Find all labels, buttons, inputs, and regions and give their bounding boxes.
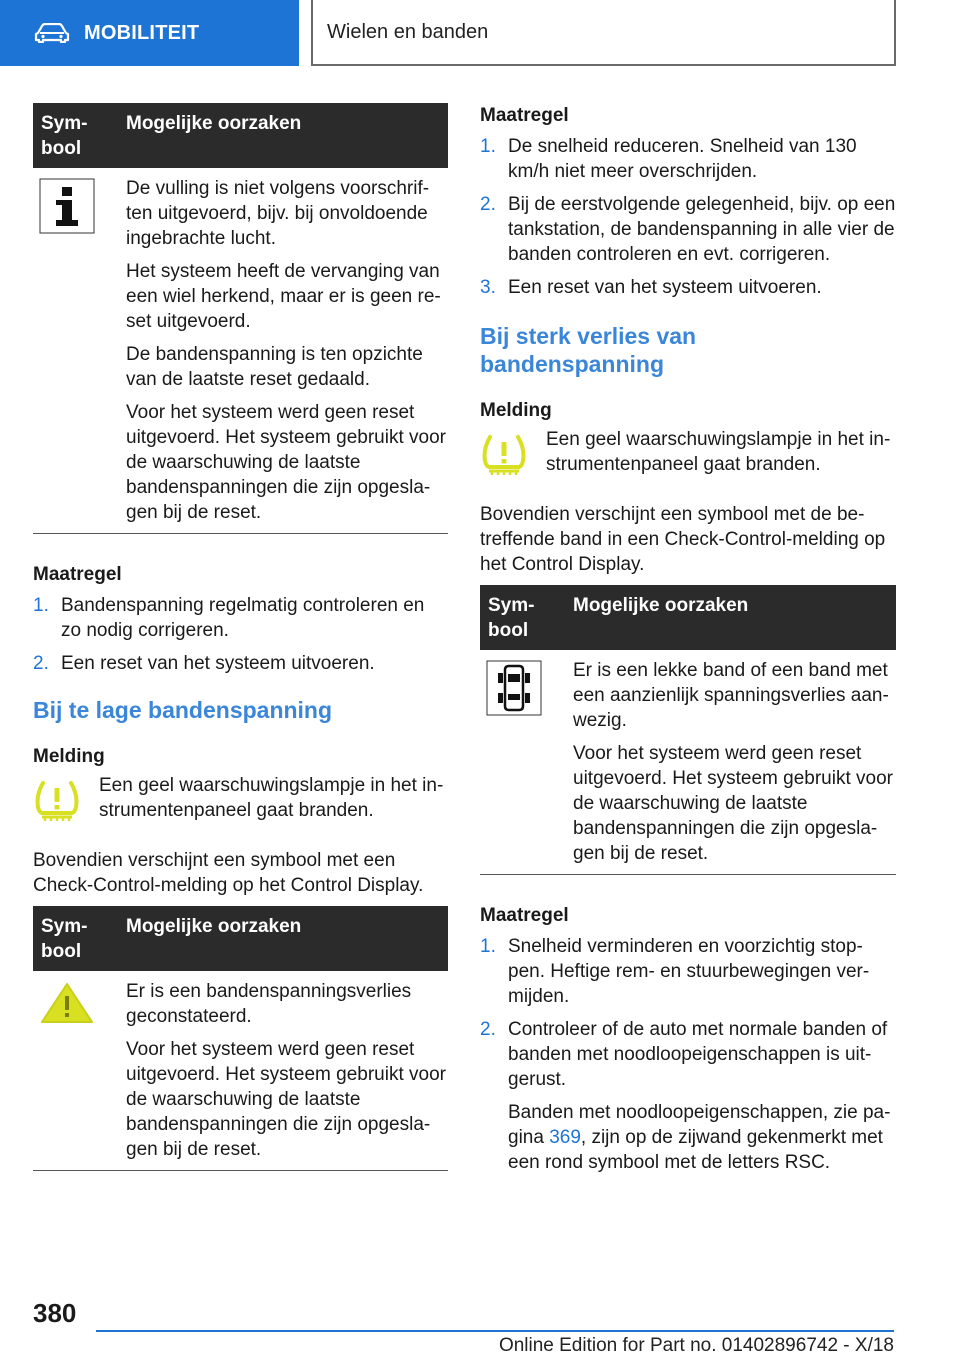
tire-pressure-warning-icon [480,433,528,477]
list-item: 1. Snelheid verminderen en voorzichtig stop‐pen. Heftige rem- en stuurbewegingen ver‐mijden. [480,936,870,1007]
chapter-title: Wielen en banden [327,20,489,43]
cause-text: Voor het systeem werd geen reset uitgevoerd. Het systeem gebruikt voor de waarschuwing de laatste bandenspanningen die zijn opgesla‐gen bij de reset. [126,402,446,523]
sub-note: Banden met noodloopeigenschappen, zie pa‐gina 369, zijn op de zijwand gekenmerkt met een rond symbool met de letters RSC. [508,1102,891,1173]
list-item: 3. Een reset van het systeem uitvoeren. [480,277,822,298]
list-item: 2. Bij de eerstvolgende gelegenheid, bijv. op een tankstation, de bandenspanning in alle vier de banden controleren en evt. corrigeren. [480,194,896,265]
section-heading: Bij te lage bandenspanning [33,697,333,723]
table-row [33,971,448,1171]
tire-pressure-warning-icon [33,779,81,823]
list-item: 1. Bandenspanning regelmatig controleren en zo nodig corrigeren. [33,595,425,641]
page-number: 380 [33,1298,77,1328]
table-row [480,650,896,875]
cause-text: Voor het systeem werd geen reset uitgevoerd. Het systeem gebruikt voor de waarschuwing de laatste bandenspanningen die zijn opgesla‐gen bij de reset. [126,1039,446,1160]
table-header-symbol: Sym‐ bool [41,113,88,159]
list-item: 2. Een reset van het systeem uitvoeren. [33,653,375,674]
maatregel-heading: Maatregel [33,564,122,585]
melding-heading: Melding [480,400,552,421]
paragraph: Bovendien verschijnt een symbool met de be‐treffende band in een Check-Control-melding op het Control Display. [480,504,886,575]
paragraph: Bovendien verschijnt een symbool met een Check-Control-melding op het Control Display. [33,850,424,896]
cause-text: Voor het systeem werd geen reset uitgevoerd. Het systeem gebruikt voor de waarschuwing de laatste bandenspanningen die zijn opgesla‐gen bij de reset. [573,743,893,864]
car-icon [34,23,70,43]
table-row [33,168,448,534]
table-header-symbol: Sym‐ bool [488,595,535,641]
maatregel-heading: Maatregel [480,105,569,126]
table-header [33,103,448,168]
table-header-symbol: Sym‐ bool [41,916,88,962]
page-link[interactable]: 369 [549,1127,581,1148]
melding-heading: Melding [33,746,105,767]
cause-text: Er is een lekke band of een band met een aanzienlijk spanningsverlies aan‐wezig. [573,660,889,731]
table-header [480,585,896,650]
table-header-causes: Mogelijke oorzaken [126,113,302,134]
info-icon [39,178,95,234]
table-header [33,906,448,971]
table-header-causes: Mogelijke oorzaken [573,595,749,616]
section-title: MOBILITEIT [84,21,200,44]
section-heading: Bij sterk verlies van bandenspanning [480,323,697,377]
list-item: 1. De snelheid reduceren. Snelheid van 130 km/h niet meer overschrijden. [480,136,857,182]
list-item: 2. Controleer of de auto met normale banden of banden met noodloopeigenschappen is uit‐gerust. Banden met noodloopeigenschappen, zie pa‐gina 369, zijn op de zijwand gekenmerkt met een rond symbool met de letters RSC. [480,1017,896,1175]
cause-text: Er is een bandenspanningsverlies geconstateerd. [126,981,412,1027]
melding-text: Een geel waarschuwingslampje in het in‐strumentenpaneel gaat branden. [99,775,444,821]
warning-triangle-icon [39,981,95,1025]
cause-text: De bandenspanning is ten opzichte van de laatste reset gedaald. [126,344,423,390]
section-tab [0,0,299,66]
melding-text: Een geel waarschuwingslampje in het in‐strumentenpaneel gaat branden. [546,429,891,475]
cause-text: Het systeem heeft de vervanging van een wiel herkend, maar er is geen re‐set uitgevoerd. [126,261,441,332]
maatregel-heading: Maatregel [480,905,569,926]
flat-tire-car-icon [486,660,542,716]
right-column [480,103,896,1183]
edition-text: Online Edition for Part no. 01402896742 - X/18 [498,1335,894,1356]
table-header-causes: Mogelijke oorzaken [126,916,302,937]
left-column [33,103,448,1171]
chapter-header [311,0,896,66]
cause-text: De vulling is niet volgens voorschrif‐ten uitgevoerd, bijv. bij onvoldoende ingebrachte lucht. [126,178,430,249]
